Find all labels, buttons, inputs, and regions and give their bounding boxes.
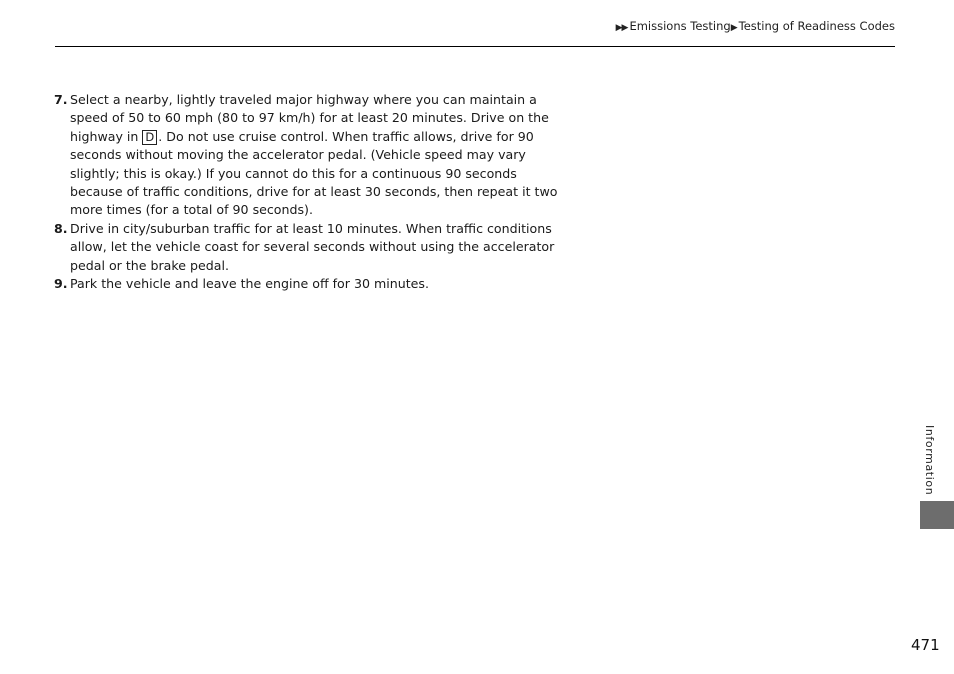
step-number: 7.: [54, 92, 68, 107]
step-text: Select a nearby, lightly traveled major highway where you can maintain a speed of 50 to 60 mph (80 to 97 km/h) for at least 20 minutes. Drive on the highway in: [70, 92, 549, 144]
step-number: 8.: [54, 220, 68, 236]
breadcrumb-section[interactable]: Emissions Testing: [629, 19, 731, 33]
page-number: 471: [911, 636, 940, 654]
instruction-steps: [54, 91, 566, 293]
section-tab-marker[interactable]: [920, 501, 954, 529]
step-7: [54, 91, 566, 220]
breadcrumb: [616, 19, 895, 33]
breadcrumb-subsection[interactable]: Testing of Readiness Codes: [738, 19, 895, 33]
step-number: 9.: [54, 276, 68, 292]
step-text: Drive in city/suburban traffic for at least 10 minutes. When traffic conditions allow, let the vehicle coast for several seconds without using the accelerator pedal or the brake pedal.: [70, 220, 555, 273]
step-text-continued: . Do not use cruise control. When traffic allows, drive for 90 seconds without moving the accelerator pedal. (Vehicle speed may vary slightly; this is okay.) If you cannot do this for a continuous 90 seconds because of traffic conditions, drive for at least 30 seconds, then repeat it two more times (for a total of 90 seconds).: [70, 128, 558, 218]
step-text: Park the vehicle and leave the engine off for 30 minutes.: [70, 276, 429, 292]
gear-d-indicator: D: [142, 130, 157, 145]
step-8: [54, 220, 566, 275]
arrow-icon: ▶: [730, 23, 737, 33]
section-tab-label: Information: [923, 425, 936, 496]
double-arrow-icon: ▶▶: [615, 23, 628, 33]
step-9: [54, 275, 566, 293]
header-divider: [55, 46, 895, 47]
